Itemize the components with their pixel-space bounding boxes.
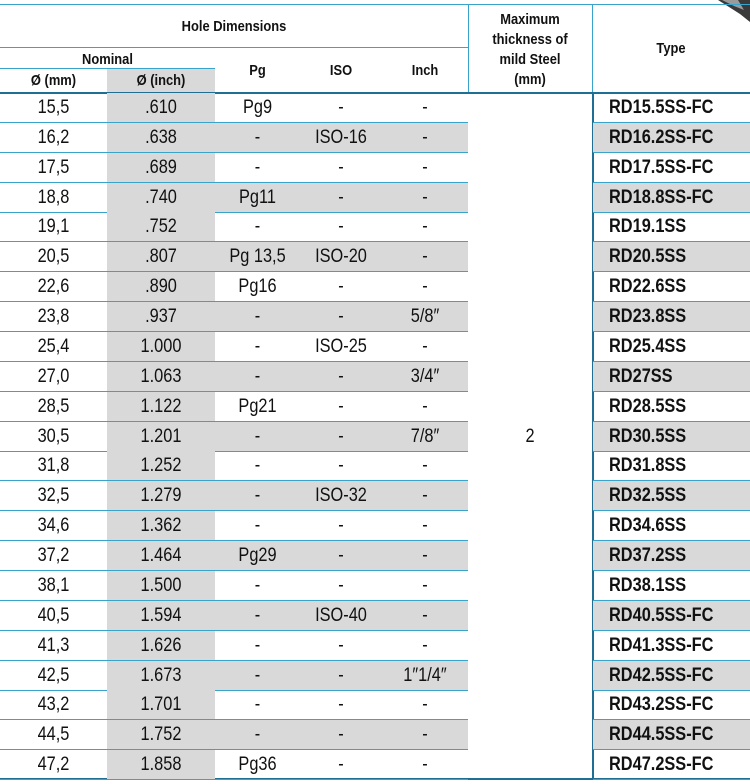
cell-dia-inch: 1.000 xyxy=(140,335,182,357)
cell-iso: - xyxy=(338,694,344,716)
cell-type: RD38.1SS xyxy=(609,574,687,596)
max-thickness-value: 2 xyxy=(525,426,535,447)
cell-iso: ISO-40 xyxy=(315,604,367,626)
cell-iso: - xyxy=(338,455,344,477)
cell-iso: - xyxy=(338,574,344,596)
cell-dia-inch: 1.701 xyxy=(140,694,182,716)
cell-pg: Pg9 xyxy=(242,97,273,118)
cell-type: RD15.5SS-FC xyxy=(609,97,714,118)
cell-type: RD16.2SS-FC xyxy=(609,126,714,148)
cell-iso: - xyxy=(338,754,344,776)
cell-iso: - xyxy=(338,306,344,328)
cell-type: RD43.2SS-FC xyxy=(609,694,714,716)
header-dia-inch: Ø (inch) xyxy=(136,72,186,89)
cell-dia-mm: 28,5 xyxy=(37,395,70,417)
header-iso: ISO xyxy=(329,62,353,79)
table-row xyxy=(0,332,750,362)
cell-dia-inch: 1.464 xyxy=(140,545,182,567)
cell-iso: - xyxy=(338,634,344,656)
cell-dia-inch: 1.673 xyxy=(140,664,182,686)
cell-pg: Pg11 xyxy=(239,186,276,208)
cell-type: RD32.5SS xyxy=(609,485,687,507)
cell-pg: - xyxy=(254,425,261,447)
header-dia-mm: Ø (mm) xyxy=(30,72,77,89)
cell-type: RD28.5SS xyxy=(609,395,687,417)
cell-type: RD44.5SS-FC xyxy=(609,724,714,746)
cell-pg: - xyxy=(254,694,261,716)
table-row xyxy=(0,720,750,750)
cell-pg: - xyxy=(254,634,261,656)
cell-dia-mm: 41,3 xyxy=(37,634,70,656)
cell-dia-mm: 20,5 xyxy=(37,246,70,268)
cell-inch: - xyxy=(422,694,428,716)
table-row xyxy=(0,392,750,422)
cell-inch: - xyxy=(422,126,428,148)
header-divider-type xyxy=(592,4,593,93)
cell-dia-mm: 31,8 xyxy=(37,455,70,477)
cell-type: RD47.2SS-FC xyxy=(609,754,714,776)
cell-dia-mm: 23,8 xyxy=(37,306,70,328)
header-divider-max xyxy=(468,4,469,93)
cell-pg: - xyxy=(254,306,261,328)
header-max-line-1: Maximum xyxy=(500,11,560,28)
cell-dia-mm: 40,5 xyxy=(37,604,70,626)
table-row xyxy=(0,272,750,302)
cell-dia-mm: 30,5 xyxy=(37,425,70,447)
header-max-line-3: mild Steel xyxy=(499,51,561,68)
header-top-rule xyxy=(0,4,750,5)
cell-inch: - xyxy=(422,97,428,118)
cell-dia-inch: 1.201 xyxy=(140,425,182,447)
cell-dia-inch: 1.500 xyxy=(140,574,182,596)
cell-inch: - xyxy=(422,754,428,776)
cell-inch: - xyxy=(422,395,428,417)
cell-dia-inch: 1.594 xyxy=(140,604,182,626)
cell-dia-mm: 19,1 xyxy=(37,216,70,238)
table-row xyxy=(0,481,750,511)
header-pg: Pg xyxy=(249,62,266,79)
cell-type: RD37.2SS xyxy=(609,545,687,567)
table-row xyxy=(0,183,750,213)
cell-type: RD40.5SS-FC xyxy=(609,604,714,626)
cell-iso: - xyxy=(338,724,344,746)
cell-inch: - xyxy=(422,604,428,626)
cell-dia-mm: 27,0 xyxy=(37,365,70,387)
cell-dia-inch: 1.252 xyxy=(140,455,182,477)
cell-dia-mm: 15,5 xyxy=(37,97,70,118)
cell-pg: - xyxy=(254,126,261,148)
row-rule-type xyxy=(593,779,750,780)
cell-pg: - xyxy=(254,455,261,477)
cell-type: RD34.6SS xyxy=(609,515,687,537)
cell-dia-mm: 43,2 xyxy=(37,694,70,716)
cell-dia-inch: 1.752 xyxy=(140,724,182,746)
table-row xyxy=(0,212,750,242)
cell-type: RD41.3SS-FC xyxy=(609,634,714,656)
cell-dia-inch: .689 xyxy=(145,156,177,178)
table-row xyxy=(0,511,750,541)
cell-dia-inch: .752 xyxy=(145,216,177,238)
cell-pg: Pg36 xyxy=(238,754,277,776)
cell-iso: - xyxy=(338,186,344,208)
cell-pg: - xyxy=(254,574,261,596)
cell-iso: - xyxy=(338,156,344,178)
cell-dia-inch: 1.122 xyxy=(140,395,182,417)
table-row xyxy=(0,690,750,720)
cell-dia-inch: .890 xyxy=(145,276,177,298)
cell-type: RD22.6SS xyxy=(609,276,687,298)
header-max-line-4: (mm) xyxy=(514,71,546,88)
table-row xyxy=(0,362,750,392)
table-row xyxy=(0,153,750,183)
cell-dia-inch: 1.362 xyxy=(140,515,182,537)
cell-dia-mm: 44,5 xyxy=(37,724,70,746)
cell-inch: - xyxy=(422,455,428,477)
table-row xyxy=(0,422,750,452)
cell-inch: 3/4″ xyxy=(410,365,440,387)
cell-iso: - xyxy=(338,395,344,417)
cell-inch: - xyxy=(422,545,428,567)
cell-iso: - xyxy=(338,276,344,298)
cell-pg: - xyxy=(254,664,261,686)
cell-type: RD27SS xyxy=(609,365,673,387)
cell-dia-inch: .807 xyxy=(145,246,177,268)
table-row xyxy=(0,541,750,571)
header-inch: Inch xyxy=(411,62,439,79)
cell-pg: Pg 13,5 xyxy=(229,246,286,268)
row-rule xyxy=(0,779,468,780)
cell-dia-mm: 38,1 xyxy=(37,574,70,596)
cell-inch: 1″1/4″ xyxy=(403,664,447,686)
cell-inch: - xyxy=(422,246,428,268)
cell-iso: - xyxy=(338,97,344,118)
table-row xyxy=(0,123,750,153)
cell-dia-mm: 47,2 xyxy=(37,754,70,776)
cell-dia-mm: 25,4 xyxy=(37,335,70,357)
cell-dia-inch: 1.279 xyxy=(140,485,182,507)
cell-inch: - xyxy=(422,574,428,596)
cell-iso: ISO-20 xyxy=(315,246,367,268)
cell-iso: - xyxy=(338,545,344,567)
cell-inch: - xyxy=(422,634,428,656)
cell-inch: - xyxy=(422,216,428,238)
header-mid-rule xyxy=(0,47,468,48)
cell-type: RD25.4SS xyxy=(609,335,687,357)
table-row xyxy=(0,750,750,780)
cell-dia-inch: 1.063 xyxy=(140,365,182,387)
cell-pg: Pg16 xyxy=(238,276,277,298)
header-hole-dimensions: Hole Dimensions xyxy=(181,18,287,35)
cell-type: RD31.8SS xyxy=(609,455,687,477)
cell-type: RD23.8SS xyxy=(609,306,687,328)
cell-iso: ISO-16 xyxy=(315,126,367,148)
table-row xyxy=(0,571,750,601)
cell-dia-mm: 16,2 xyxy=(37,126,70,148)
cell-inch: - xyxy=(422,186,428,208)
table-row xyxy=(0,451,750,481)
cell-iso: ISO-25 xyxy=(315,335,367,357)
table-row xyxy=(0,93,750,123)
cell-inch: - xyxy=(422,276,428,298)
cell-dia-mm: 18,8 xyxy=(37,186,70,208)
table-row xyxy=(0,601,750,631)
cell-pg: - xyxy=(254,515,261,537)
cell-type: RD19.1SS xyxy=(609,216,687,238)
cell-inch: - xyxy=(422,335,428,357)
cell-type: RD18.8SS-FC xyxy=(609,186,714,208)
header-max-line-2: thickness of xyxy=(492,31,568,48)
cell-pg: Pg21 xyxy=(238,395,277,417)
table-row xyxy=(0,661,750,691)
cell-pg: - xyxy=(254,156,261,178)
cell-inch: 5/8″ xyxy=(410,306,440,328)
cell-type: RD20.5SS xyxy=(609,246,687,268)
table-row xyxy=(0,302,750,332)
cell-dia-inch: 1.858 xyxy=(140,754,182,776)
cell-dia-mm: 34,6 xyxy=(37,515,70,537)
cell-pg: - xyxy=(254,335,261,357)
cell-dia-mm: 42,5 xyxy=(37,664,70,686)
cell-pg: Pg29 xyxy=(238,545,277,567)
cell-iso: - xyxy=(338,425,344,447)
cell-dia-inch: .638 xyxy=(145,126,177,148)
cell-iso: - xyxy=(338,515,344,537)
cell-dia-inch: 1.626 xyxy=(140,634,182,656)
cell-pg: - xyxy=(254,365,261,387)
cell-dia-inch: .740 xyxy=(145,186,177,208)
header-type: Type xyxy=(656,40,686,57)
cell-dia-inch: .610 xyxy=(145,97,177,118)
table-row xyxy=(0,242,750,272)
cell-dia-mm: 17,5 xyxy=(37,156,70,178)
cell-inch: - xyxy=(422,724,428,746)
header-nominal: Nominal xyxy=(82,51,133,68)
cell-dia-mm: 37,2 xyxy=(37,545,70,567)
cell-pg: - xyxy=(254,485,261,507)
cell-type: RD30.5SS xyxy=(609,425,687,447)
cell-dia-inch: .937 xyxy=(145,306,177,328)
cell-iso: ISO-32 xyxy=(315,485,367,507)
cell-pg: - xyxy=(254,604,261,626)
cell-inch: - xyxy=(422,485,428,507)
cell-inch: 7/8″ xyxy=(410,425,440,447)
table-row xyxy=(0,631,750,661)
cell-pg: - xyxy=(254,724,261,746)
cell-dia-mm: 32,5 xyxy=(37,485,70,507)
cell-type: RD17.5SS-FC xyxy=(609,156,714,178)
cell-inch: - xyxy=(422,515,428,537)
cell-iso: - xyxy=(338,216,344,238)
cell-iso: - xyxy=(338,365,344,387)
cell-iso: - xyxy=(338,664,344,686)
cell-pg: - xyxy=(254,216,261,238)
cell-dia-mm: 22,6 xyxy=(37,276,70,298)
cell-inch: - xyxy=(422,156,428,178)
cell-type: RD42.5SS-FC xyxy=(609,664,714,686)
